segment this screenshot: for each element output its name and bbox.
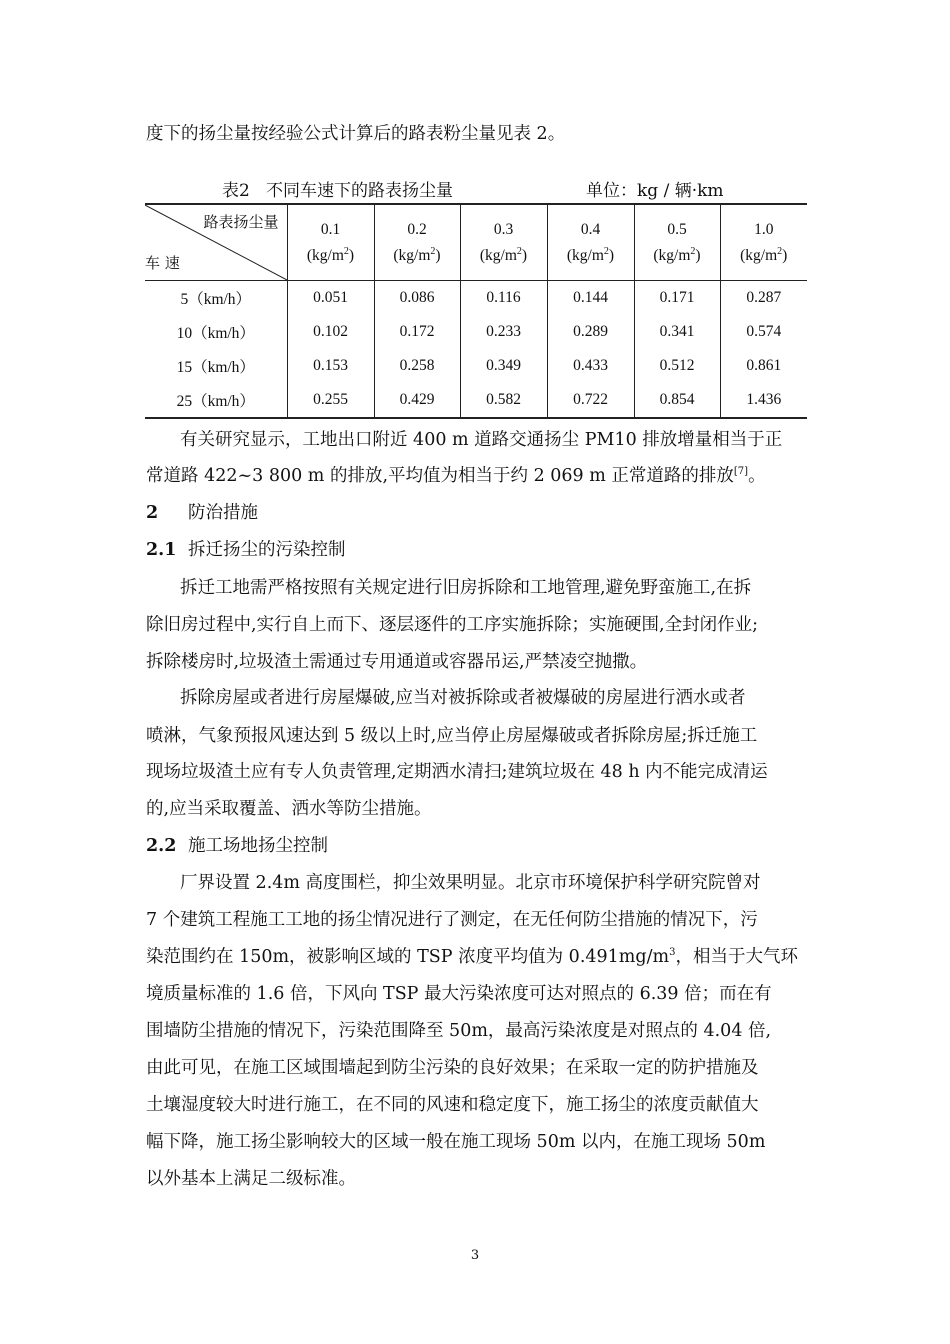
value-cell: 0.512 xyxy=(634,349,720,383)
value-cell: 0.116 xyxy=(460,281,547,316)
value-cell: 0.172 xyxy=(374,315,460,349)
blasting-line-1: 拆除房屋或者进行房屋爆破,应当对被拆除或者被爆破的房屋进行洒水或者 xyxy=(180,688,746,708)
speed-cell: 15（km/h） xyxy=(176,359,255,376)
table-row xyxy=(145,383,807,418)
value-cell: 0.289 xyxy=(547,315,634,349)
site-line-8: 幅下降，施工扬尘影响较大的区域一般在施工现场 50m 以内，在施工现场 50m xyxy=(146,1132,766,1152)
table-row xyxy=(145,281,807,316)
value-cell: 0.341 xyxy=(634,315,720,349)
value-cell: 0.233 xyxy=(460,315,547,349)
column-header: 1.0 $(kg/m^2)$ xyxy=(720,204,807,281)
section-heading-2-1: 2.1 拆迁扬尘的污染控制 xyxy=(146,540,346,560)
value-cell: 0.287 xyxy=(720,281,807,316)
site-line-1: 厂界设置 2.4m 高度围栏，抑尘效果明显。北京市环境保护科学研究院曾对 xyxy=(180,873,761,893)
value-cell: 0.582 xyxy=(460,383,547,418)
site-line-5: 围墙防尘措施的情况下，污染范围降至 50m，最高污染浓度是对照点的 4.04 倍, xyxy=(146,1021,772,1041)
site-line-9: 以外基本上满足二级标准。 xyxy=(146,1169,356,1189)
header-speed-label: 车 速 xyxy=(145,254,180,272)
table-title: 不同车速下的路表扬尘量 xyxy=(266,181,454,201)
value-cell: 0.086 xyxy=(374,281,460,316)
value-cell: 0.102 xyxy=(287,315,374,349)
research-line-2: 常道路 422~3 800 m 的排放,平均值为相当于约 2 069 m 正常道路的排放[7]。 xyxy=(146,466,766,486)
demolition-line-2: 除旧房过程中,实行自上而下、逐层逐件的工序实施拆除；实施硬围,全封闭作业; xyxy=(146,615,759,635)
value-cell: 0.051 xyxy=(287,281,374,316)
column-header: 0.5 $(kg/m^2)$ xyxy=(634,204,720,281)
blasting-line-3: 现场垃圾渣土应有专人负责管理,定期洒水清扫;建筑垃圾在 48 h 内不能完成清运 xyxy=(146,762,768,782)
table-caption-title xyxy=(222,176,453,201)
reference-mark: [7] xyxy=(733,466,749,478)
research-line-1: 有关研究显示，工地出口附近 400 m 道路交通扬尘 PM10 排放增量相当于正 xyxy=(180,430,783,450)
speed-cell: 10（km/h） xyxy=(176,325,255,342)
value-cell: 0.861 xyxy=(720,349,807,383)
value-cell: 0.258 xyxy=(374,349,460,383)
column-header: 0.4 $(kg/m^2)$ xyxy=(547,204,634,281)
speed-cell: 25（km/h） xyxy=(145,383,287,418)
demolition-line-1: 拆迁工地需严格按照有关规定进行旧房拆除和工地管理,避免野蛮施工,在拆 xyxy=(180,578,752,598)
page-number: 3 xyxy=(470,1248,480,1263)
value-cell: 0.153 xyxy=(287,349,374,383)
dust-table xyxy=(145,203,807,419)
table-header-row xyxy=(145,204,807,281)
intro-line: 度下的扬尘量按经验公式计算后的路表粉尘量见表 2。 xyxy=(146,124,566,144)
table-label: 表2 xyxy=(222,181,250,201)
value-cell: 0.854 xyxy=(634,383,720,418)
table-row xyxy=(145,315,807,349)
value-cell: 1.436 xyxy=(720,383,807,418)
table-diagonal-header xyxy=(145,204,287,281)
column-header: 0.3 $(kg/m^2)$ xyxy=(460,204,547,281)
value-cell: 0.433 xyxy=(547,349,634,383)
value-cell: 0.722 xyxy=(547,383,634,418)
blasting-line-4: 的,应当采取覆盖、洒水等防尘措施。 xyxy=(146,799,432,819)
table-row xyxy=(145,349,807,383)
table-caption xyxy=(146,176,806,200)
site-line-4: 境质量标准的 1.6 倍，下风向 TSP 最大污染浓度可达对照点的 6.39 倍；而在有 xyxy=(146,984,772,1004)
site-line-7: 土壤湿度较大时进行施工，在不同的风速和稳定度下，施工扬尘的浓度贡献值大 xyxy=(146,1095,759,1115)
header-dust-label: 路表扬尘量 xyxy=(203,213,279,231)
value-cell: 0.255 xyxy=(287,383,374,418)
value-cell: 0.349 xyxy=(460,349,547,383)
site-line-2: 7 个建筑工程施工工地的扬尘情况进行了测定，在无任何防尘措施的情况下，污 xyxy=(146,910,758,930)
section-heading-2-2: 2.2 施工场地扬尘控制 xyxy=(146,836,328,856)
speed-cell: 5（km/h） xyxy=(180,291,252,308)
value-cell: 0.574 xyxy=(720,315,807,349)
column-header: 0.2 $(kg/m^2)$ xyxy=(374,204,460,281)
column-header: 0.1 $(kg/m^2)$ xyxy=(287,204,374,281)
site-line-3: 染范围约在 150m，被影响区域的 TSP 浓度平均值为 $0.491mg/m^3$，相当于大气环 xyxy=(146,947,798,967)
site-line-6: 由此可见，在施工区域围墙起到防尘污染的良好效果；在采取一定的防护措施及 xyxy=(146,1058,759,1078)
value-cell: 0.144 xyxy=(547,281,634,316)
section-heading-2: 2 防治措施 xyxy=(146,503,258,523)
value-cell: 0.171 xyxy=(634,281,720,316)
blasting-line-2: 喷淋，气象预报风速达到 5 级以上时,应当停止房屋爆破或者拆除房屋;拆迁施工 xyxy=(146,726,758,746)
demolition-line-3: 拆除楼房时,垃圾渣土需通过专用通道或容器吊运,严禁凌空抛撒。 xyxy=(146,652,648,672)
value-cell: 0.429 xyxy=(374,383,460,418)
table-unit: 单位：kg / 辆·km xyxy=(586,181,724,201)
